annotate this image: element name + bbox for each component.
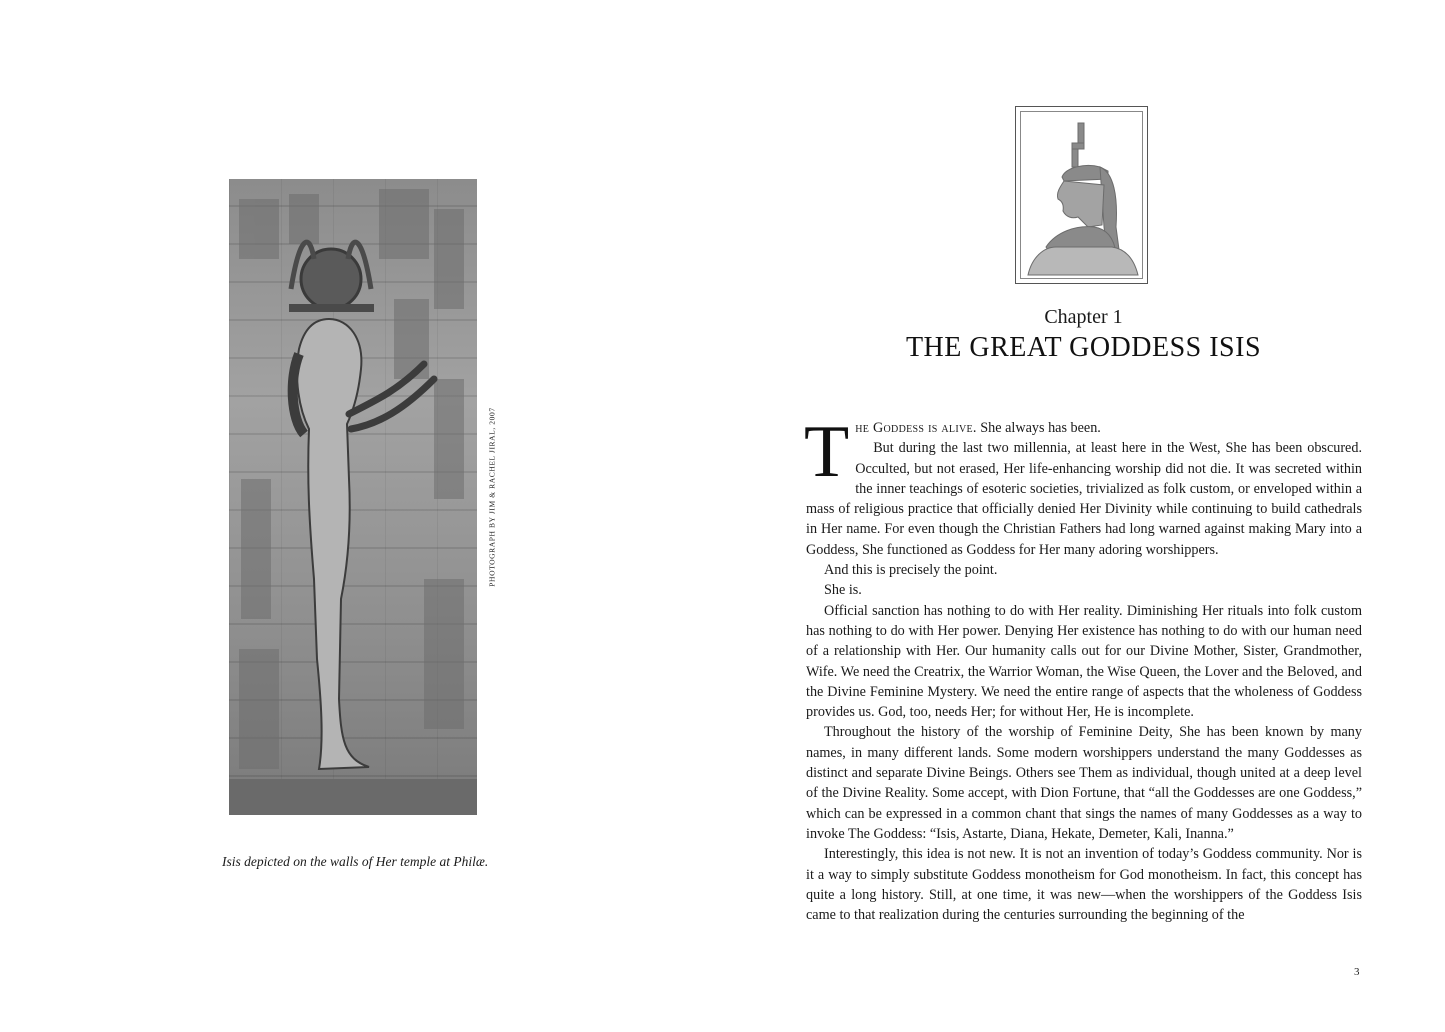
photo-credit: PHOTOGRAPH BY JIM & RACHEL JIRAL, 2007 [487,407,497,587]
paragraph: Official sanction has nothing to do with Her reality. Diminishing Her rituals into folk custom has nothing to do with Her power. Denying Her existence has nothing to do with our human need of a relationship with Her. Our humanity calls out for our Divine Mother, Sister, Grandmother, Wife. We need the Creatrix, the Warrior Woman, the Wise Queen, the Lover and the Beloved, and the Divine Feminine Mystery. We need the entire range of aspects that the wholeness of Goddess provides us. God, too, needs Her; for without Her, He is incomplete. [806,602,1362,721]
isis-relief-photo [229,179,477,815]
paragraph: Throughout the history of the worship of Feminine Deity, She has been known by many names, in many different lands. Some modern worshippers understand the many Goddesses as distinct and separate Divine Beings. Others see Them as individual, though united at a deep level of the Divine Reality. Some accept, with Dion Fortune, that “all the Goddesses are one Goddess,” which can be expressed in a common chant that sings the names of many Goddesses as a way to invoke The Goddess: “Isis, Astarte, Diana, Hekate, Demeter, Kali, Inanna.” [806,724,1362,842]
left-page [0,0,722,1032]
paragraph: And this is precisely the point. [824,562,998,579]
isis-profile-emblem-icon [1015,106,1148,284]
photo-caption: Isis depicted on the walls of Her temple at Philæ. [222,854,489,869]
opening-smallcaps: he Goddess is alive. [855,420,977,436]
body-text [804,411,1362,925]
page-number: 3 [1354,966,1360,978]
paragraph: She is. [824,582,862,599]
paragraph: Interestingly, this idea is not new. It is not an invention of today’s Goddess community. Nor is it a way to simply substitute Goddess monotheism for God monotheism. In fact, this concept has quite a long history. Still, at one time, it was new—when the worshippers of the Goddess Isis came to that realization during the centuries surrounding the beginning of the [806,846,1362,924]
chapter-title: THE GREAT GODDESS ISIS [905,332,1262,363]
opening-rest: She always has been. [976,420,1101,436]
right-page [722,0,1445,1032]
chapter-label: Chapter 1 [1044,306,1123,328]
drop-cap: T [804,411,850,493]
opening-paragraph [804,411,1362,493]
paragraph: But during the last two millennia, at least here in the West, She has been obscured. Occulted, but not erased, Her life-enhancing worship did not die. It was secreted within the inner teachings of esoteric societies, trivialized as folk custom, or enveloped within a mass of religious practice that officially denied Her Divinity while continuing to build cathedrals in Her name. For even though the Christian Fathers had long warned against making Mary into a Goddess, She functioned as Goddess for Her many adoring worshippers. [806,440,1362,558]
